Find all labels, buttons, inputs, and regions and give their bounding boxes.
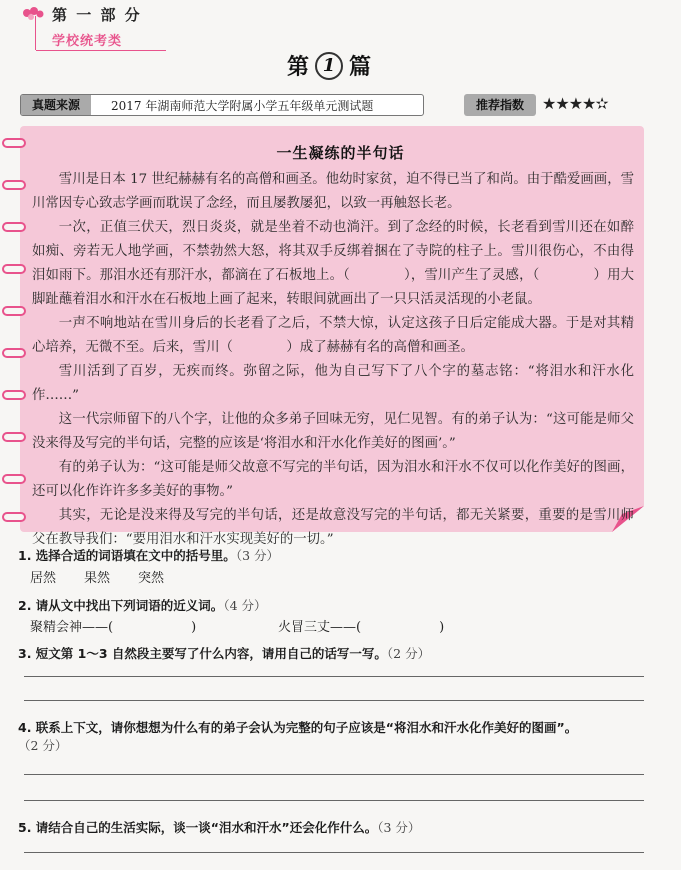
source-bar: [20, 94, 662, 116]
question-text: 3. 短文第 1～3 自然段主要写了什么内容，请用自己的话写一写。: [18, 646, 387, 661]
ring-icon: [2, 348, 26, 358]
source-label: 真题来源: [21, 95, 91, 115]
source-text: 2017 年湖南师范大学附属小学五年级单元测试题: [111, 99, 374, 113]
question-2: [18, 596, 267, 614]
synonym-answer-field[interactable]: 火冒三丈——( ): [278, 620, 445, 635]
question-points: （3 分）: [235, 548, 279, 563]
article-title: 一生凝练的半句话: [276, 144, 405, 162]
question-5: [18, 818, 420, 836]
option-word: 居然: [30, 571, 57, 586]
question-text: 2. 请从文中找出下列词语的近义词。: [18, 598, 224, 613]
question-text: 5. 请结合自己的生活实际，谈一谈“泪水和汗水”还会化作什么。: [18, 820, 378, 835]
article-paragraph: 有的弟子认为：“这可能是师父故意不写完的半句话，因为泪水和汗水不仅可以化作美好的图画，还可以化作许许多多美好的事物。”: [32, 460, 634, 499]
article-paragraph: 雪川活到了百岁，无疾而终。弥留之际，他为自己写下了八个字的墓志铭：“将泪水和汗水化作……”: [32, 364, 634, 403]
ring-icon: [2, 264, 26, 274]
synonym-answer-field[interactable]: 聚精会神——( ): [30, 620, 197, 635]
article-paragraph: 雪川是日本 17 世纪赫赫有名的高僧和画圣。他幼时家贫，迫不得已当了和尚。由于酷爱画画，雪川常因专心致志学画而耽误了念经，而且屡教屡犯，以致一再触怒长老。: [32, 172, 634, 211]
chapter-number: 1: [315, 52, 343, 80]
rating-label: 推荐指数: [464, 94, 536, 116]
question-text: 4. 联系上下文，请你想想为什么有的弟子会认为完整的句子应该是“将泪水和汗水化作美好的图画”。: [18, 720, 578, 735]
question-points: （2 分）: [386, 646, 431, 661]
article-body: [32, 168, 634, 552]
question-4: [18, 718, 668, 754]
ring-icon: [2, 180, 26, 190]
ring-icon: [2, 306, 26, 316]
article-paragraph: 一声不响地站在雪川身后的长老看了之后，不禁大惊，认定这孩子日后定能成大器。于是对其精心培养，无微不至。后来，雪川（ ）成了赫赫有名的高僧和画圣。: [32, 316, 634, 355]
ring-icon: [2, 474, 26, 484]
article-paragraph: 一次，正值三伏天，烈日炎炎，就是坐着不动也淌汗。到了念经的时候，长老看到雪川还在如醉如痴、旁若无人地学画，不禁勃然大怒，将其双手反绑着捆在了寺院的柱子上。雪川很伤心，不由得泪如雨下。那泪水还有那汗水，都滴在了石板地上。（ ），雪川产生了灵感，（ ）用大脚趾蘸着泪水和汗水在石板地上画了起来，转眼间就画出了一只只活灵活现的小老鼠。: [32, 220, 634, 307]
chapter-suffix: 篇: [349, 55, 372, 80]
question-1: [18, 546, 279, 564]
rating-stars: ★★★★✫: [542, 94, 608, 113]
option-word: 突然: [138, 571, 165, 586]
section-label: 学校统考类: [52, 34, 123, 49]
answer-line[interactable]: [24, 800, 644, 801]
section-underline: [36, 50, 166, 51]
header-divider: [35, 16, 36, 50]
ring-icon: [2, 512, 26, 522]
answer-line[interactable]: [24, 774, 644, 775]
answer-line[interactable]: [24, 676, 644, 677]
article-paragraph: 其实，无论是没来得及写完的半句话，还是故意没写完的半句话，都无关紧要，重要的是雪川师父在教导我们：“要用泪水和汗水实现美好的一切。”: [32, 508, 634, 547]
answer-line[interactable]: [24, 852, 644, 853]
ring-icon: [2, 390, 26, 400]
article-paragraph: 这一代宗师留下的八个字，让他的众多弟子回味无穷，见仁见智。有的弟子认为：“这可能是师父没来得及写完的半句话，完整的应该是‘将泪水和汗水化作美好的图画’。”: [32, 412, 634, 451]
part-label: 第 一 部 分: [52, 6, 142, 24]
chapter-prefix: 第: [287, 55, 310, 80]
question-3: [18, 644, 430, 662]
question-points: （2 分）: [18, 738, 68, 753]
binder-rings: [0, 126, 26, 532]
question-points: （4 分）: [223, 598, 267, 613]
question-text: 1. 选择合适的词语填在文中的括号里。: [18, 548, 236, 563]
ring-icon: [2, 222, 26, 232]
question-points: （3 分）: [377, 820, 421, 835]
option-word: 果然: [84, 571, 111, 586]
ring-icon: [2, 432, 26, 442]
source-box: [20, 94, 424, 116]
chapter-heading: [287, 50, 371, 81]
flower-logo-icon: [18, 4, 46, 26]
answer-line[interactable]: [24, 700, 644, 701]
